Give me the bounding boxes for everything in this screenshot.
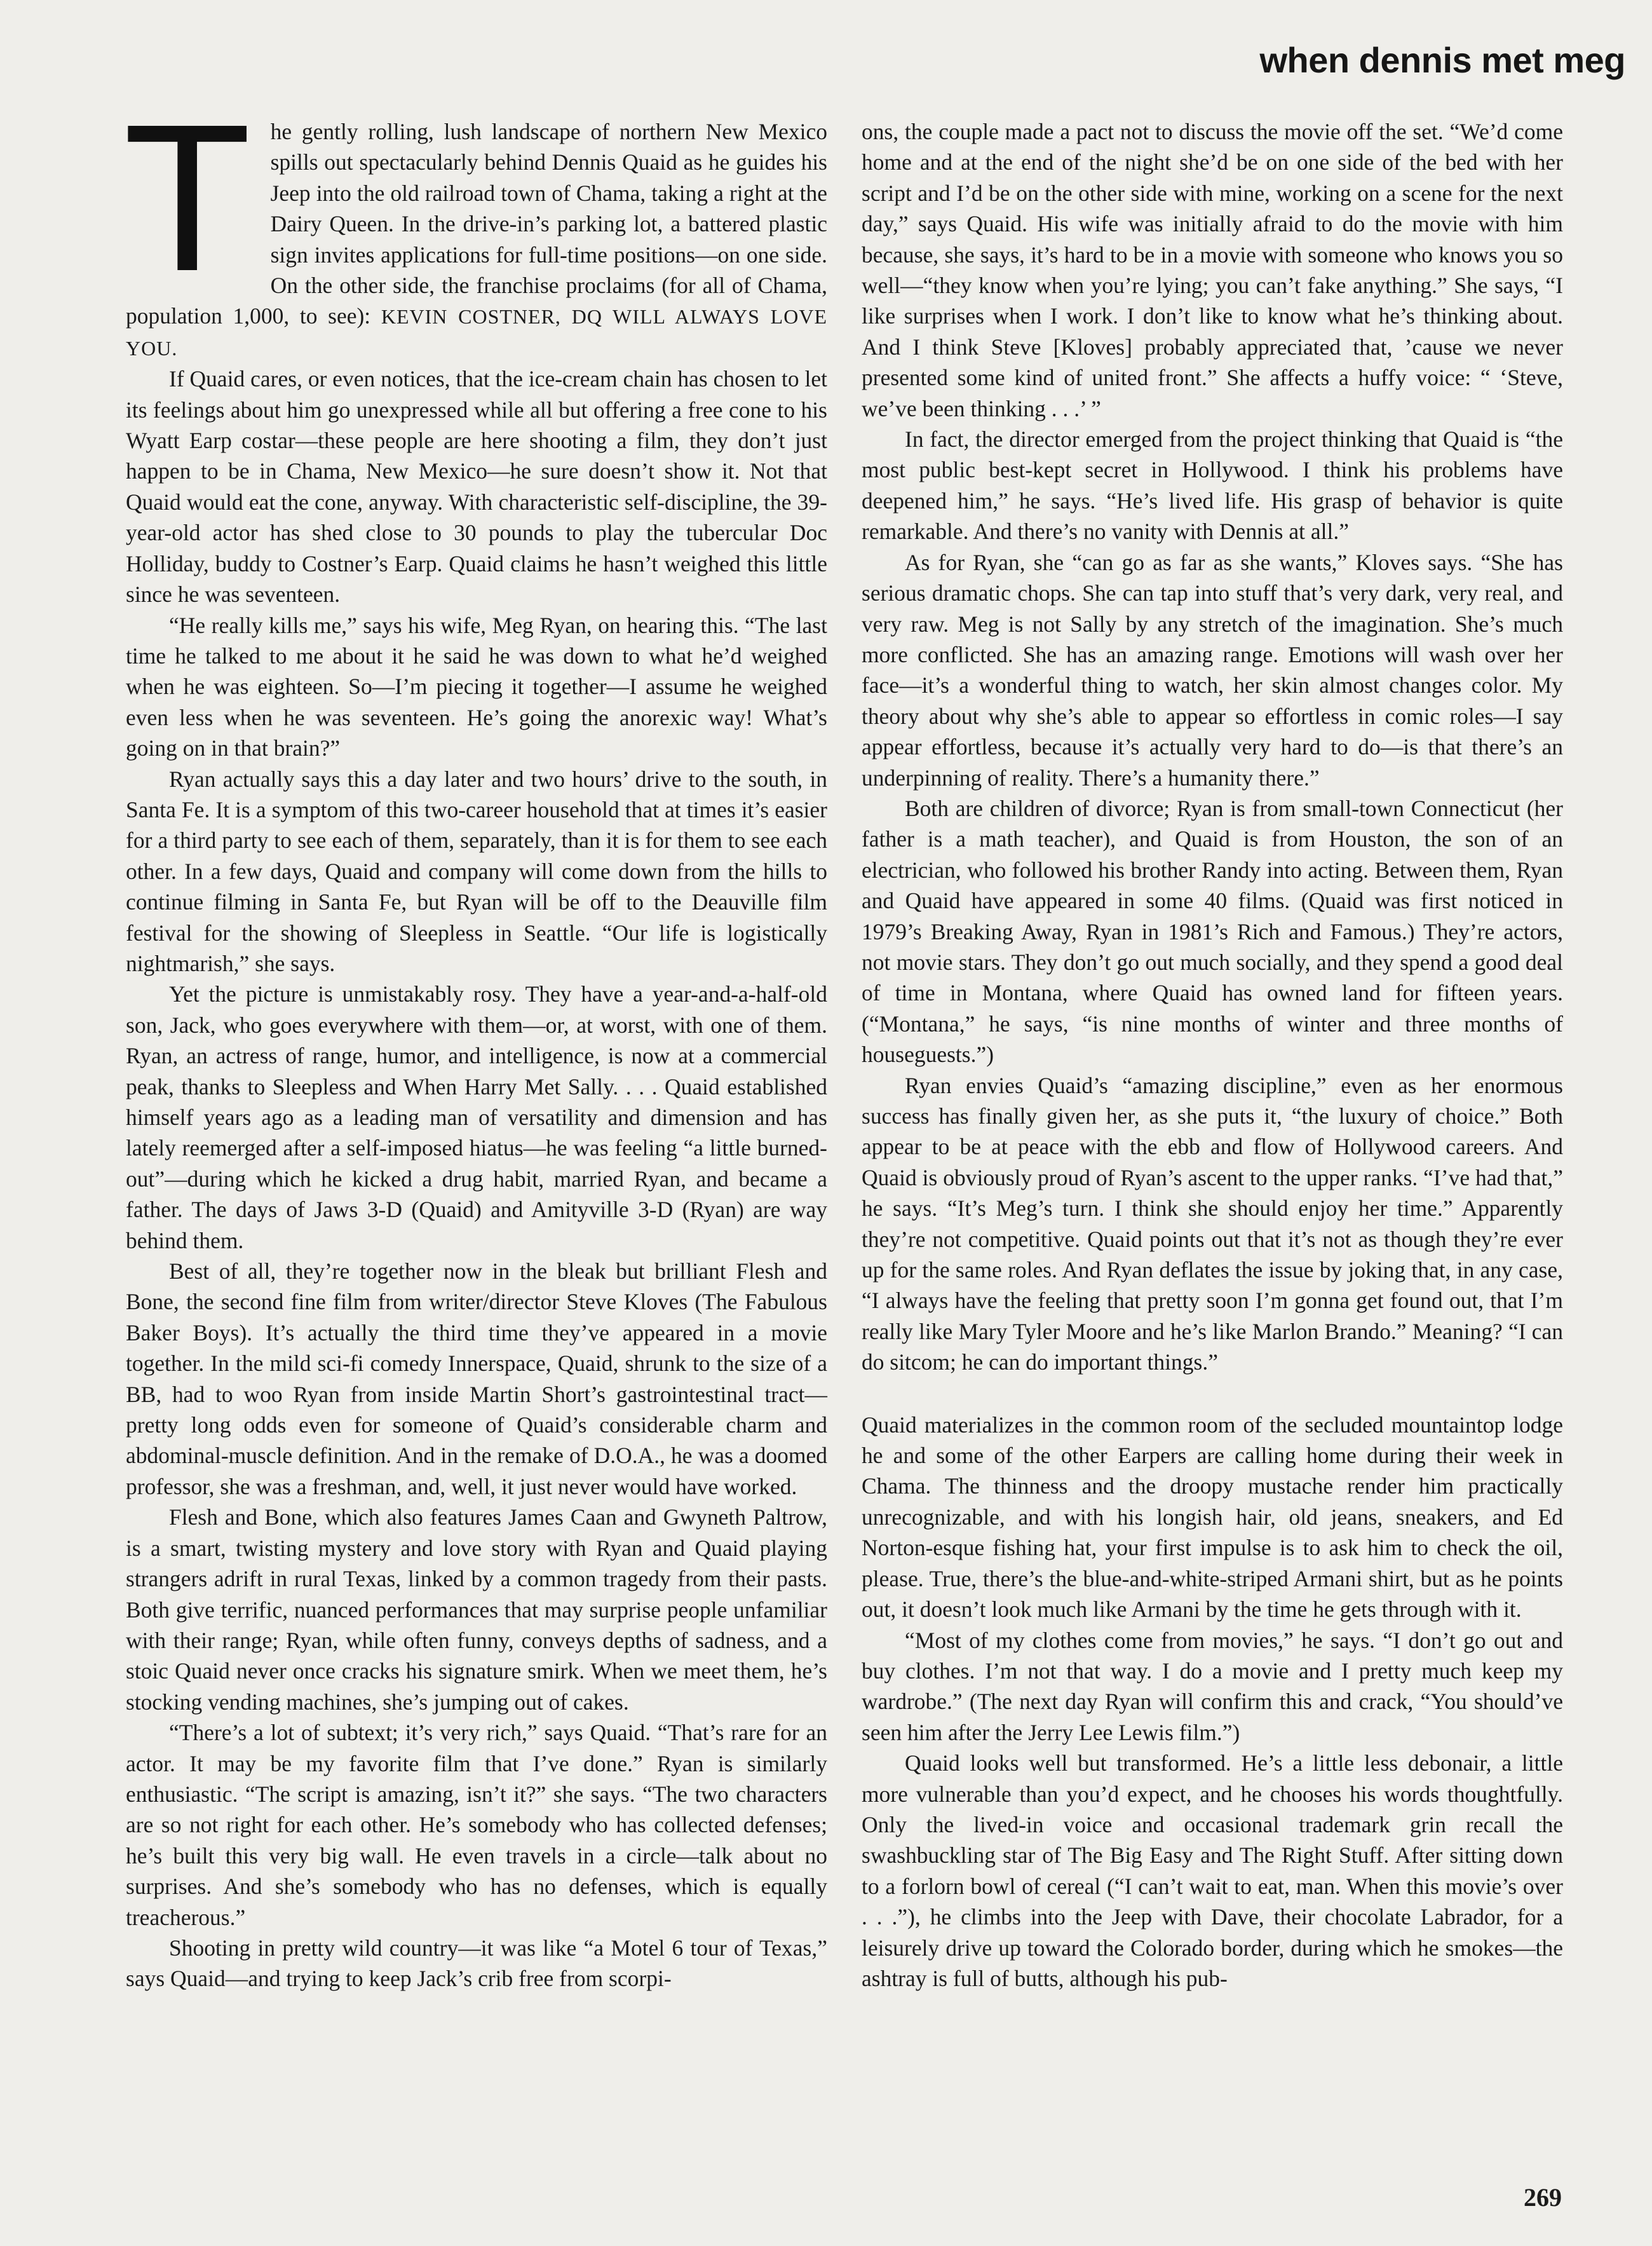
drop-cap: T [123, 80, 252, 315]
running-header: when dennis met meg [1259, 40, 1625, 80]
paragraph: In fact, the director emerged from the project thinking that Quaid is “the most public best-kept secret in Hollywood. I think his problems have deepened him,” he says. “He’s lived life. His grasp of behavior is quite remarkable. And there’s no vanity with Dennis at all.” [862, 426, 1563, 545]
paragraph: ons, the couple made a pact not to discuss the movie off the set. “We’d come home and at the end of the night she’d be on one side of the bed with her script and I’d be on the other side with mine, working on a scene for the next day,” says Quaid. His wife was initially afraid to do the movie with him because, she says, it’s hard to be in a movie with someone who knows you so well—“they know when you’re lying; you can’t fake anything.” She says, “I like surprises when I work. I don’t like to know what he’s thinking about. And I think Steve [Kloves] probably appreciated that, ’cause we never presented some kind of united front.” She affects a huffy voice: “ ‘Steve, we’ve been thinking . . .’ ” [862, 119, 1563, 421]
sign-text: KEVIN COSTNER, DQ WILL ALWAYS LOVE YOU. [126, 305, 827, 360]
paragraph: Quaid looks well but transformed. He’s a little less debonair, a little more vulnerable than you’d expect, and he chooses his words thoughtfully. Only the lived-in voice and occasional trademark grin recall the swashbuckling star of The Big Easy and The Right Stuff. After sitting down to a forlorn bowl of cereal (“I can’t wait to eat, man. When this movie’s over . . .”), he climbs into the Jeep with Dave, their chocolate Labrador, for a leisurely drive up toward the Colorado border, during which he smokes—the ashtray is full of butts, although his pub- [862, 1750, 1563, 1991]
opening-paragraph [123, 80, 827, 364]
section-start-paragraph: Quaid materializes in the common room of the secluded mountaintop lodge he and some of the other Earpers are calling home during their week in Chama. The thinness and the droopy mustache render him practically unrecognizable, and with his longish hair, old jeans, sneakers, and Ed Norton-esque fishing hat, your first impulse is to ask him to check the oil, please. True, there’s the blue-and-white-striped Armani shirt, but as he points out, it doesn’t look much like Armani by the time he gets through with it. [862, 1412, 1563, 1623]
paragraph: Shooting in pretty wild country—it was like “a Motel 6 tour of Texas,” says Quaid—and trying to keep Jack’s crib free from scorpi- [126, 1935, 827, 1992]
paragraph: “There’s a lot of subtext; it’s very rich,” says Quaid. “That’s rare for an actor. It may be my favorite film that I’ve done.” Ryan is similarly enthusiastic. “The script is amazing, isn’t it?” she says. “The two characters are so not right for each other. He’s somebody who has collected defenses; he’s built this very big wall. He even travels in a circle—talk about no surprises. And she’s somebody who has no defenses, which is equally treacherous.” [126, 1720, 827, 1930]
article-column-right [862, 116, 1563, 1994]
paragraph-text: he gently rolling, lush landscape of northern New Mexico spills out spectacularly behind Dennis Quaid as he guides his Jeep into the old railroad town of Chama, taking a right at the Dairy Queen. In the drive-in’s parking lot, a battered plastic sign invites applications for full-time positions—on one side. On the other side, the franchise proclaims (for all of Chama, population 1,000, to see): [126, 119, 827, 329]
paragraph: Ryan actually says this a day later and two hours’ drive to the south, in Santa Fe. It is a symptom of this two-career household that at times it’s easier for a third party to see each of them, separately, than it is for them to see each other. In a few days, Quaid and company will come down from the hills to continue filming in Santa Fe, but Ryan will be off to the Deauville film festival for the showing of Sleepless in Seattle. “Our life is logistically nightmarish,” she says. [126, 766, 827, 976]
paragraph: If Quaid cares, or even notices, that the ice-cream chain has chosen to let its feelings about him go unexpressed while all but offering a free cone to his Wyatt Earp costar—these people are here shooting a film, they don’t just happen to be in Chama, New Mexico—he sure doesn’t show it. Not that Quaid would eat the cone, anyway. With characteristic self-discipline, the 39-year-old actor has shed close to 30 pounds to play the tubercular Doc Holliday, buddy to Costner’s Earp. Quaid claims he hasn’t weighed this little since he was seventeen. [126, 366, 827, 608]
paragraph: Both are children of divorce; Ryan is from small-town Connecticut (her father is a math teacher), and Quaid is from Houston, the son of an electrician, who followed his brother Randy into acting. Between them, Ryan and Quaid have appeared in some 40 films. (Quaid was first noticed in 1979’s Breaking Away, Ryan in 1981’s Rich and Famous.) They’re actors, not movie stars. They don’t go out much socially, and they spend a good deal of time in Montana, where Quaid has owned land for fifteen years. (“Montana,” he says, “is nine months of winter and three months of houseguests.”) [862, 795, 1563, 1068]
paragraph: “Most of my clothes come from movies,” he says. “I don’t go out and buy clothes. I’m not that way. I do a movie and I pretty much keep my wardrobe.” (The next day Ryan will confirm this and crack, “You should’ve seen him after the Jerry Lee Lewis film.”) [862, 1627, 1563, 1745]
paragraph: Yet the picture is unmistakably rosy. They have a year-and-a-half-old son, Jack, who goes everywhere with them—or, at worst, with one of them. Ryan, an actress of range, humor, and intelligence, is now at a commercial peak, thanks to Sleepless and When Harry Met Sally. . . . Quaid established himself years ago as a leading man of versatility and dimension and has lately reemerged after a self-imposed hiatus—he was feeling “a little burned-out”—during which he kicked a drug habit, married Ryan, and became a father. The days of Jaws 3-D (Quaid) and Amityville 3-D (Ryan) are way behind them. [126, 981, 827, 1253]
page-number: 269 [1524, 2183, 1562, 2212]
paragraph: “He really kills me,” says his wife, Meg Ryan, on hearing this. “The last time he talked to me about it he said he was down to what he’d weighed when he was eighteen. So—I’m piecing it together—I assume he weighed even less when he was seventeen. He’s going the anorexic way! What’s going on in that brain?” [126, 612, 827, 761]
paragraph: As for Ryan, she “can go as far as she wants,” Kloves says. “She has serious dramatic chops. She can tap into stuff that’s very dark, very real, and very raw. Meg is not Sally by any stretch of the imagination. She’s much more conflicted. She has an amazing range. Emotions will wash over her face—it’s a wonderful thing to watch, her skin almost changes color. My theory about why she’s able to appear so effortless in comic roles—I say appear effortless, because it’s actually very hard to do—is that there’s an underpinning of reality. There’s a humanity there.” [862, 549, 1563, 791]
paragraph: Flesh and Bone, which also features James Caan and Gwyneth Paltrow, is a smart, twisting mystery and love story with Ryan and Quaid playing strangers adrift in rural Texas, linked by a common tragedy from their pasts. Both give terrific, nuanced performances that may surprise people unfamiliar with their range; Ryan, while often funny, conveys depths of sadness, and a stoic Quaid never once cracks his signature smirk. When we meet them, he’s stocking vending machines, she’s jumping out of cakes. [126, 1504, 827, 1715]
article-column-left [123, 80, 827, 1994]
paragraph: Ryan envies Quaid’s “amazing discipline,” even as her enormous success has finally given her, as she puts it, “the luxury of choice.” Both appear to be at peace with the ebb and flow of Hollywood careers. And Quaid is obviously proud of Ryan’s ascent to the upper ranks. “I’ve had that,” he says. “It’s Meg’s turn. I think she should enjoy her time.” Apparently they’re not competitive. Quaid points out that it’s not as though they’re ever up for the same roles. And Ryan deflates the issue by joking that, in any case, “I always have the feeling that pretty soon I’m gonna get found out, that I’m really like Mary Tyler Moore and he’s like Marlon Brando.” Meaning? “I can do sitcom; he can do important things.” [862, 1072, 1563, 1375]
paragraph: Best of all, they’re together now in the bleak but brilliant Flesh and Bone, the second fine film from writer/director Steve Kloves (The Fabulous Baker Boys). It’s actually the third time they’ve appeared in a movie together. In the mild sci-fi comedy Innerspace, Quaid, shrunk to the size of a BB, had to woo Ryan from inside Martin Short’s gastrointestinal tract—pretty long odds even for someone of Quaid’s considerable charm and abdominal-muscle definition. And in the remake of D.O.A., he was a doomed professor, she was a freshman, and, well, it just never would have worked. [126, 1258, 827, 1499]
